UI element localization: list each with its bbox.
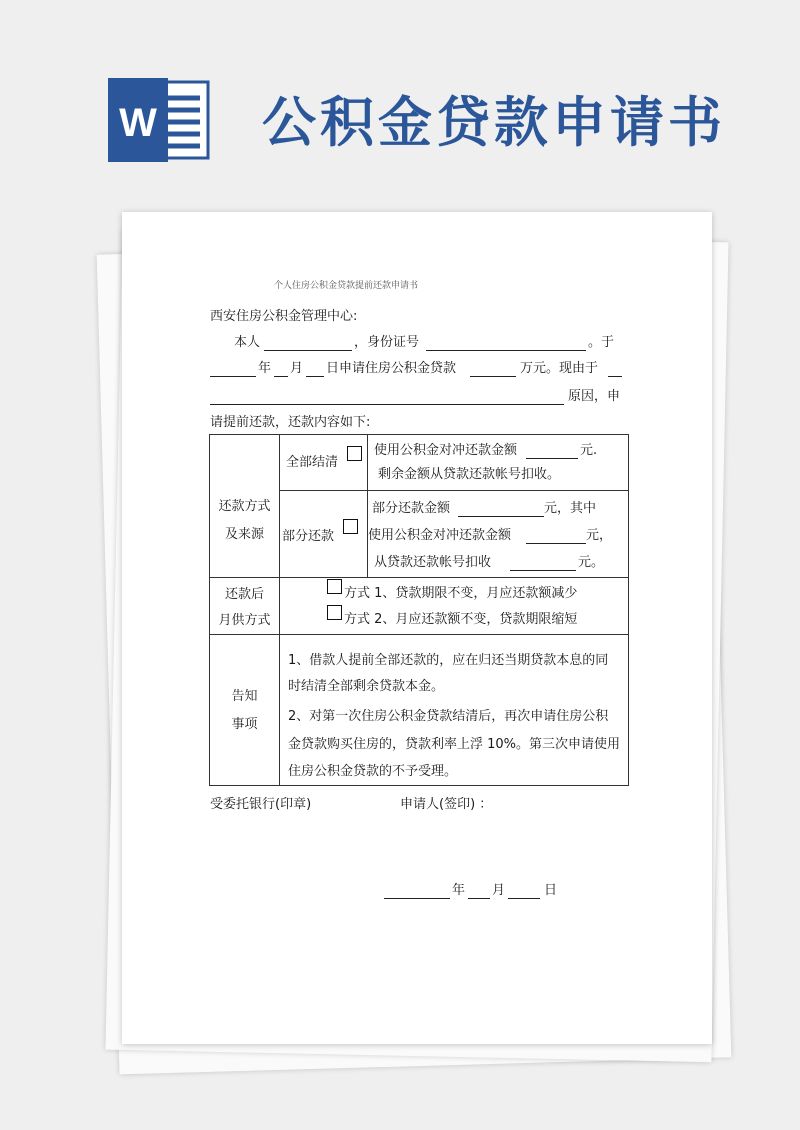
- table-col-divider-2: [367, 434, 368, 577]
- notice-line4: 金贷款购买住房的，贷款利率上浮 10%。第三次申请使用: [288, 737, 621, 752]
- day-blank: [306, 376, 324, 377]
- option2-checkbox[interactable]: [327, 605, 342, 620]
- date-year: 年: [452, 883, 466, 898]
- partial-repay-line2-unit: 元，: [586, 528, 613, 543]
- date-month: 月: [492, 883, 506, 898]
- table-subrow-divider: [279, 490, 629, 491]
- table-col-divider-1: [279, 434, 280, 786]
- loan-amount-blank: [470, 376, 516, 377]
- full-repay-checkbox[interactable]: [347, 446, 362, 461]
- row1-header-line1: 还款方式: [218, 499, 271, 514]
- document-title: 个人住房公积金贷款提前还款申请书: [274, 281, 419, 291]
- para4: 请提前还款，还款内容如下:: [210, 415, 371, 430]
- reason-blank: [210, 404, 564, 405]
- partial-repay-line3-unit: 元。: [578, 555, 605, 570]
- partial-repay-line3: 从贷款还款帐号扣收: [374, 555, 492, 570]
- word-icon-letter: W: [119, 101, 157, 145]
- row2-header-line1: 还款后: [224, 587, 264, 602]
- date-day: 日: [544, 883, 558, 898]
- id-number-blank: [426, 350, 586, 351]
- row2-header-line2: 月供方式: [218, 613, 271, 628]
- bank-seal-label: 受委托银行(印章): [210, 797, 312, 812]
- para3-reason: 原因，申: [568, 389, 621, 404]
- para2-apply: 日申请住房公积金贷款: [326, 361, 457, 376]
- partial-deduct-amount-blank: [510, 570, 576, 571]
- row3-header-line2: 事项: [231, 717, 258, 732]
- full-offset-amount-blank: [526, 458, 578, 459]
- applicant-sign-label: 申请人(签印) ：: [400, 797, 493, 812]
- date-year-blank: [384, 898, 450, 899]
- table-row-divider-1: [209, 577, 629, 578]
- full-repay-line2: 剩余金额从贷款还款帐号扣收。: [378, 467, 561, 482]
- partial-amount-blank: [458, 516, 544, 517]
- notice-line3: 2、对第一次住房公积金贷款结清后，再次申请住房公积: [288, 709, 609, 724]
- row3-header-line1: 告知: [231, 689, 258, 704]
- month-blank: [274, 376, 288, 377]
- name-blank: [264, 350, 352, 351]
- reason-start-blank: [608, 376, 622, 377]
- partial-repay-checkbox[interactable]: [343, 519, 358, 534]
- para2-year: 年: [258, 361, 272, 376]
- word-icon: [108, 78, 212, 162]
- addressee: 西安住房公积金管理中心:: [210, 309, 358, 324]
- para1-label-id: ，身份证号: [354, 335, 420, 350]
- notice-line5: 住房公积金贷款的不予受理。: [288, 764, 458, 779]
- date-month-blank: [468, 898, 490, 899]
- para1-end: 。于: [588, 335, 615, 350]
- date-day-blank: [508, 898, 540, 899]
- full-repay-line1: 使用公积金对冲还款金额: [374, 443, 518, 458]
- partial-repay-line1: 部分还款金额: [372, 501, 451, 516]
- partial-repay-line2: 使用公积金对冲还款金额: [368, 528, 512, 543]
- option2-text: 方式 2、月应还款额不变，贷款期限缩短: [344, 612, 578, 627]
- para1-label-name: 本人: [234, 335, 261, 350]
- partial-offset-amount-blank: [526, 543, 586, 544]
- header: [0, 0, 800, 200]
- para2-wan: 万元。现由于: [520, 361, 599, 376]
- option1-text: 方式 1、贷款期限不变，月应还款额减少: [344, 586, 578, 601]
- table-row-divider-2: [209, 634, 629, 635]
- document-page: [122, 212, 712, 1044]
- notice-line2: 时结清全部剩余贷款本金。: [288, 679, 445, 694]
- notice-line1: 1、借款人提前全部还款的，应在归还当期贷款本息的同: [288, 653, 609, 668]
- partial-repay-label: 部分还款: [282, 529, 335, 544]
- row1-header-line2: 及来源: [224, 527, 264, 542]
- para2-month: 月: [290, 361, 304, 376]
- partial-repay-line1-unit: 元，其中: [544, 501, 597, 516]
- year-blank: [210, 376, 256, 377]
- option1-checkbox[interactable]: [327, 579, 342, 594]
- full-repay-line1-unit: 元.: [580, 443, 598, 458]
- page-title: 公积金贷款申请书: [262, 91, 726, 154]
- full-repay-label: 全部结清: [286, 455, 339, 470]
